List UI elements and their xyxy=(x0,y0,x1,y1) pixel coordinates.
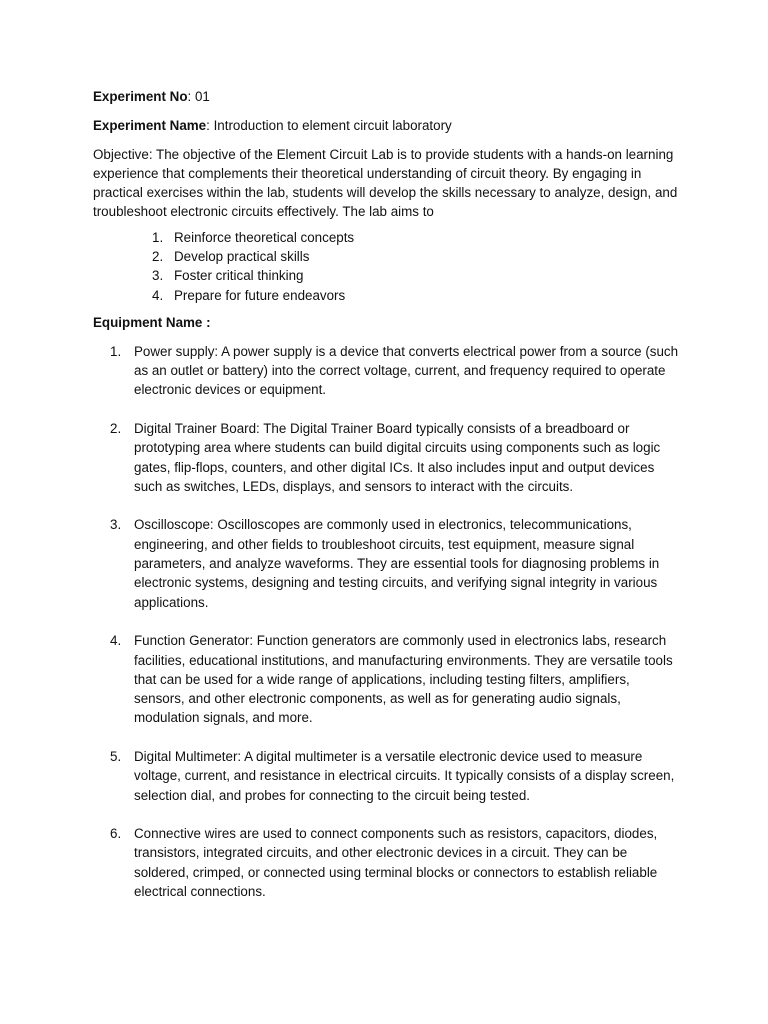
equipment-item-text: Connective wires are used to connect components such as resistors, capacitors, diodes, transistors, integrated circuits, and other electronic devices in a circuit. They can be soldered, crimped, or connected using terminal blocks or connectors to establish reliable electrical connections. xyxy=(134,826,658,900)
aims-item-text: Foster critical thinking xyxy=(174,268,304,284)
equipment-item-text: Oscilloscope: Oscilloscopes are commonly used in electronics, telecommunications, engineering, and other fields to troubleshoot circuits, test equipment, measure signal parameters, and analyze waveforms. They are essential tools for diagnosing problems in electronic systems, designing and testing circuits, and verifying signal integrity in various applications. xyxy=(134,517,660,610)
aims-item-number: 3. xyxy=(152,268,164,284)
experiment-no xyxy=(93,87,683,106)
aims-item-number: 1. xyxy=(152,229,164,245)
equipment-item-text: Function Generator: Function generators are commonly used in electronics labs, research facilities, educational institutions, and manufacturing environments. They are versatile tools that can be used for a wide range of applications, including testing filters, amplifiers, sensors, and other electronic components, as well as for generating audio signals, modulation signals, and more. xyxy=(134,633,673,726)
equipment-item-multimeter xyxy=(93,747,683,805)
equipment-item-text: Digital Multimeter: A digital multimeter is a versatile electronic device used to measure voltage, current, and resistance in electrical circuits. It typically consists of a display screen, selection dial, and probes for connecting to the circuit being tested. xyxy=(134,749,675,803)
equipment-item-text: Digital Trainer Board: The Digital Trainer Board typically consists of a breadboard or prototyping area where students can build digital circuits using components such as logic gates, flip-flops, counters, and other digital ICs. It also includes input and output devices such as switches, LEDs, displays, and sensors to interact with the circuits. xyxy=(134,420,661,494)
equipment-heading: Equipment Name : xyxy=(93,314,211,330)
aims-item-text: Develop practical skills xyxy=(174,249,310,265)
experiment-name xyxy=(93,116,683,135)
experiment-name-label: Experiment Name xyxy=(93,117,207,133)
aims-list-item xyxy=(93,228,683,247)
equipment-item-power-supply xyxy=(93,342,683,400)
equipment-item-connective-wires xyxy=(93,824,683,901)
equipment-item-number: 1. xyxy=(110,343,122,359)
equipment-item-number: 2. xyxy=(110,420,122,436)
equipment-item-number: 4. xyxy=(110,633,122,649)
aims-item-text: Reinforce theoretical concepts xyxy=(174,229,355,245)
aims-item-number: 2. xyxy=(152,249,164,265)
equipment-list xyxy=(93,342,683,902)
experiment-no-value: : 01 xyxy=(187,89,210,104)
equipment-item-text: Power supply: A power supply is a device that converts electrical power from a source (such as an outlet or battery) into the correct voltage, current, and frequency required to operate electronic devices or equipment. xyxy=(134,343,679,398)
document-body xyxy=(93,87,683,921)
aims-list-item xyxy=(93,247,683,266)
equipment-item-number: 6. xyxy=(110,826,122,842)
aims-item-number: 4. xyxy=(152,287,164,303)
equipment-item-function-generator xyxy=(93,631,683,727)
equipment-item-oscilloscope xyxy=(93,515,683,611)
aims-item-text: Prepare for future endeavors xyxy=(174,287,346,303)
equipment-item-number: 3. xyxy=(110,517,122,533)
aims-list xyxy=(93,228,683,305)
aims-list-item xyxy=(93,286,683,305)
experiment-name-value: : Introduction to element circuit laboratory xyxy=(206,117,452,133)
objective-paragraph: Objective: The objective of the Element Circuit Lab is to provide students with a hands-on learning experience that complements their theoretical understanding of circuit theory. By engaging in practical exercises within the lab, students will develop the skills necessary to analyze, design, and troubleshoot electronic circuits effectively. The lab aims to xyxy=(93,146,678,220)
aims-list-item xyxy=(93,266,683,285)
equipment-item-trainer-board xyxy=(93,419,683,496)
equipment-item-number: 5. xyxy=(110,749,122,764)
experiment-no-label: Experiment No xyxy=(93,89,188,104)
